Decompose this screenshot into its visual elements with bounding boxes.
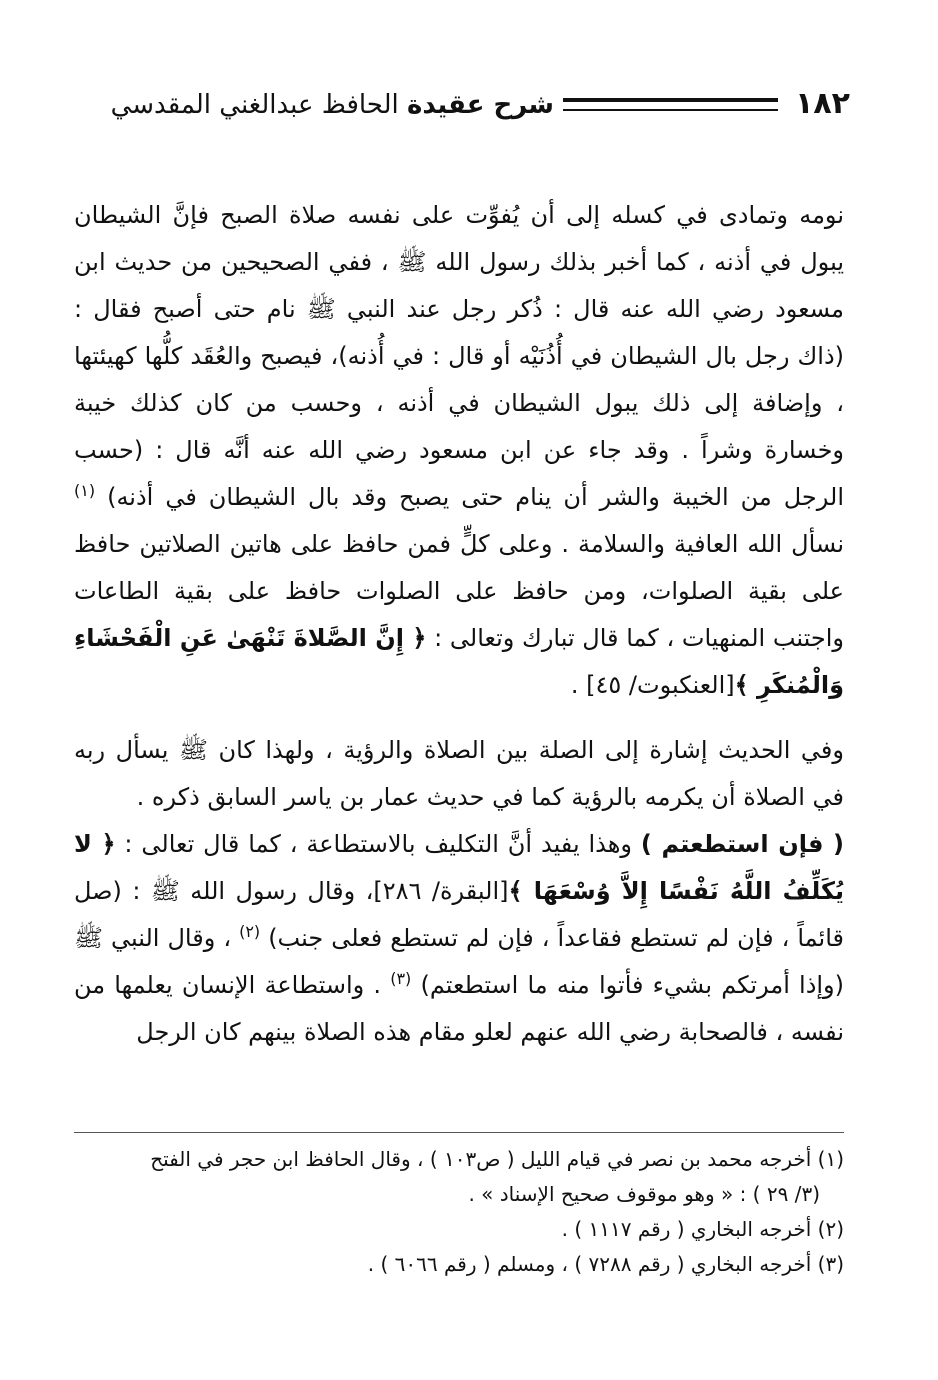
header-rule — [563, 98, 778, 111]
paragraph-3-text-d: . واستطاعة الإنسان يعلمها من نفسه ، فالصحابة رضي الله عنهم لعلو مقام هذه الصلاة بينهم كان الرجل — [74, 971, 844, 1046]
footnote-2: (٢) أخرجه البخاري ( رقم ١١١٧ ) . — [561, 1217, 844, 1241]
paragraph-3-text-c: ، وقال النبي ﷺ (وإذا أمرتكم بشيء فأتوا منه ما استطعتم) — [74, 924, 844, 999]
book-title-bold: شرح عقيدة — [407, 90, 554, 120]
book-title — [111, 90, 554, 120]
main-text — [74, 192, 844, 1056]
verse-source-1: [العنكبوت/ ٤٥] . — [570, 671, 735, 699]
footnote-divider — [74, 1132, 844, 1133]
footnotes — [74, 1142, 844, 1282]
paragraph-3-text-a: وهذا يفيد أنَّ التكليف بالاستطاعة ، كما قال تعالى : — [115, 830, 641, 858]
page-number: ١٨٢ — [795, 86, 850, 121]
paragraph-1 — [74, 192, 844, 709]
quran-verse-2: ﴿ لا يُكَلِّفُ اللَّهُ نَفْسًا إِلاَّ وُسْعَهَا ﴾ — [74, 830, 844, 905]
running-header — [30, 84, 850, 128]
paragraph-1-text: نومه وتمادى في كسله إلى أن يُفوِّت على نفسه صلاة الصبح فإنَّ الشيطان يبول في أذنه ، كما أخبر بذلك رسول الله ﷺ ، ففي الصحيحين من حديث ابن مسعود رضي الله عنه قال : ذُكر رجل عند النبي ﷺ نام حتى أصبح فقال : (ذاك رجل بال الشيطان في أُذُنَيْه أو قال : في أُذنه)، فيصبح والعُقَد كلُّها كهيئتها ، وإضافة إلى ذلك يبول الشيطان في أذنه ، وحسب من كان كذلك خيبة وخسارة وشراً . وقد جاء عن ابن مسعود رضي الله عنه أنَّه قال : (حسب الرجل من الخيبة والشر أن ينام حتى يصبح وقد بال الشيطان في أذنه) — [74, 201, 844, 511]
quran-verse-1: ﴿ إِنَّ الصَّلاةَ تَنْهَىٰ عَنِ الْفَحْشَاءِ وَالْمُنكَرِ ﴾ — [74, 624, 844, 699]
paragraph-2: وفي الحديث إشارة إلى الصلة بين الصلاة والرؤية ، ولهذا كان ﷺ يسأل ربه في الصلاة أن يكرمه بالرؤية كما في حديث عمار بن ياسر السابق ذكره . — [74, 736, 844, 811]
footnote-3: (٣) أخرجه البخاري ( رقم ٧٢٨٨ ) ، ومسلم ( رقم ٦٠٦٦ ) . — [367, 1252, 844, 1276]
footnote-ref-1: (١) — [74, 481, 96, 500]
matn-quote: ( فإن استطعتم ) — [640, 830, 845, 858]
footnote-ref-3: (٣) — [390, 969, 412, 988]
paragraph-3-text-b: [البقرة/ ٢٨٦]، وقال رسول الله ﷺ : (صل قائماً ، فإن لم تستطع فقاعداً ، فإن لم تستطع فعلى جنب) — [74, 877, 844, 952]
footnote-1-continued: (٣/ ٢٩ ) : « وهو موقوف صحيح الإسناد » . — [468, 1182, 820, 1206]
paragraph-1-continuation: نسأل الله العافية والسلامة . وعلى كلٍّ فمن حافظ على هاتين الصلاتين حافظ على بقية الصلوات، ومن حافظ على الصلوات حافظ على بقية الطاعات واجتنب المنهيات ، كما قال تبارك وتعالى : — [74, 530, 845, 652]
paragraph-3 — [74, 821, 844, 1056]
footnote-ref-2: (٢) — [239, 922, 261, 941]
footnote-1: (١) أخرجه محمد بن نصر في قيام الليل ( ص١٠٣ ) ، وقال الحافظ ابن حجر في الفتح — [150, 1147, 844, 1171]
book-title-rest: الحافظ عبدالغني المقدسي — [110, 90, 407, 120]
